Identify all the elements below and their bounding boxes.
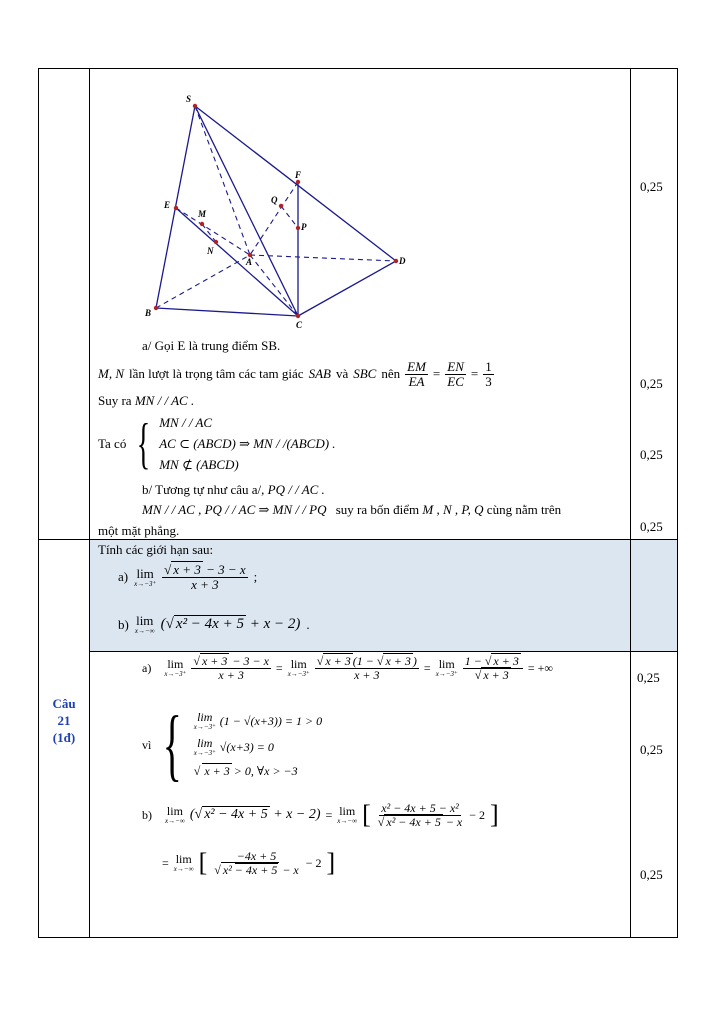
- sqrt-icon: [166, 616, 174, 632]
- sa-frac2: [315, 655, 419, 681]
- line5-end: cùng nằm trên: [486, 502, 562, 517]
- question-intro: Tính các giới hạn sau:: [98, 542, 214, 557]
- cond3: MN ⊄ (ABCD): [159, 457, 239, 472]
- c1-text: (1 − √(x+3)) = 1 > 0: [219, 713, 323, 728]
- lim-text: lim: [197, 710, 213, 724]
- lim-text: lim: [197, 736, 213, 750]
- sa-frac1-den: x + 3: [218, 667, 244, 682]
- brace-icon: {: [162, 701, 183, 789]
- fraction-em-ea: [405, 360, 428, 388]
- sa-lim2: [288, 658, 310, 678]
- point-M: [200, 222, 204, 226]
- line5-text: suy ra bốn điểm: [335, 502, 420, 517]
- label-M: M: [198, 209, 207, 219]
- edge-QP: [281, 206, 298, 228]
- sb-lim1: [165, 805, 185, 825]
- sab-label: SAB: [308, 366, 331, 382]
- cond-row-1: [194, 711, 322, 731]
- part-a-line2: M, N lần lượt là trọng tâm các tam giác SAB và SBC nên $\frac{EM}{EA}$ = $\frac{EN}{EC}$ = $\frac{1}{3}$: [98, 359, 492, 389]
- lim-sub: x→−∞: [165, 817, 185, 825]
- qb-rad: x² − 4x + 5: [175, 616, 244, 632]
- lim-sub: x→−∞: [337, 817, 358, 825]
- sa-rad4: x + 3: [493, 654, 519, 668]
- score-1: 0,25: [640, 179, 663, 194]
- sqrt-icon: [214, 863, 221, 877]
- sb-den-rest: − x: [442, 814, 463, 829]
- eq2: =: [423, 660, 431, 675]
- point-Q: [279, 204, 283, 208]
- score-5: 0,25: [637, 670, 660, 685]
- sb-rest: + x − 2: [269, 807, 316, 822]
- sb-rad3: x² − 4x + 5: [222, 862, 278, 877]
- label-P: P: [301, 222, 307, 232]
- label-A: A: [246, 257, 253, 267]
- point-S: [193, 104, 197, 108]
- fraction-en-ec: [445, 360, 466, 388]
- line4-pre: b/ Tương tự như câu a/,: [142, 482, 265, 497]
- table-border-col1: [89, 68, 90, 937]
- sbc-label: SBC: [353, 366, 377, 382]
- eq3: =: [325, 807, 333, 822]
- sa-minus: − 3 − x: [229, 654, 269, 668]
- qa-rest: − 3 − x: [202, 562, 246, 577]
- lim-sub: x→−3⁺: [287, 670, 310, 679]
- edge-BA: [156, 255, 253, 308]
- table-border-right: [677, 68, 678, 937]
- lim-sub: x→−3⁺: [193, 749, 216, 757]
- line2-and: và: [335, 366, 349, 382]
- sa-frac2-num: √ x + 3 (1 − √ x + 3 ): [315, 655, 419, 669]
- score-6: 0,25: [640, 742, 663, 757]
- line4-math: PQ / / AC .: [267, 482, 325, 497]
- score-4: 0,25: [640, 519, 663, 534]
- label-Q: Q: [271, 195, 278, 205]
- solution-b: b) lim x→−∞ (√ x² − 4x + 5 + x − 2) = lim x→−∞ [ x² − 4x + 5 − x² √ x² − 4x + 5 − x − 2 ]: [142, 800, 499, 830]
- lim-text: lim: [175, 852, 192, 866]
- label-E: E: [164, 200, 171, 210]
- sa-label: a): [142, 660, 152, 675]
- taco-label: Ta có: [98, 435, 127, 451]
- one: 1: [485, 359, 492, 374]
- point-F: [296, 180, 300, 184]
- edge-FA: [250, 182, 298, 255]
- sa-one-minus: 1 −: [356, 654, 377, 668]
- sb-frac2-den: [212, 864, 300, 877]
- solution-a-conditions: [142, 701, 323, 789]
- ea: EA: [408, 373, 425, 389]
- c3-text: > 0, ∀x > −3: [233, 763, 298, 778]
- part-a-line6: một mặt phẳng.: [98, 523, 180, 538]
- lim-text: lim: [290, 657, 307, 672]
- point-E: [174, 206, 178, 210]
- brace-icon: {: [137, 412, 151, 475]
- c2-text: √(x+3) = 0: [219, 739, 274, 754]
- solution-a: [142, 655, 553, 681]
- sb-minus2b: − 2: [305, 855, 322, 870]
- qa-den: x + 3: [191, 576, 219, 592]
- line5-math: MN / / AC , PQ / / AC ⇒ MN / / PQ: [142, 502, 327, 517]
- part-a-line3: [98, 393, 194, 409]
- eq4: =: [162, 855, 169, 870]
- qa-rad: x + 3: [173, 562, 201, 577]
- sa-result: = +∞: [527, 660, 553, 675]
- table-border-bottom: [38, 937, 678, 938]
- cau-points: (1đ): [52, 730, 76, 745]
- label-D: D: [399, 256, 406, 266]
- point-B: [154, 306, 158, 310]
- point-C: [296, 314, 300, 318]
- point-D: [394, 259, 398, 263]
- pyramid-diagram: [140, 90, 420, 335]
- line5-pts: M , N , P, Q: [422, 502, 484, 517]
- lim-sub: x→−∞: [134, 627, 155, 635]
- qa-num: [162, 563, 248, 578]
- cond1: MN / / AC: [159, 415, 213, 430]
- lim-sub: x→−3⁺: [134, 579, 157, 588]
- qb-lim: [135, 614, 155, 635]
- table-border-col2: [630, 68, 631, 937]
- cond2: AC ⊂ (ABCD) ⇒ MN / /(ABCD) .: [159, 436, 336, 451]
- cond-row-2: [194, 737, 322, 757]
- score-7: 0,25: [640, 867, 663, 882]
- line2-nen: nên: [381, 366, 401, 382]
- score-3: 0,25: [640, 447, 663, 462]
- sb-expr: (√ x² − 4x + 5 + x − 2): [190, 807, 321, 823]
- sb-label: b): [142, 807, 152, 822]
- qa-label: a): [118, 569, 129, 585]
- edge-BC: [156, 308, 298, 316]
- sa-frac3: [463, 655, 523, 681]
- en: EN: [447, 359, 464, 374]
- three: 3: [485, 373, 492, 389]
- solution-b-2: = lim x→−∞ [ −4x + 5 √ x² − 4x + 5 − x − 2 ]: [162, 848, 335, 878]
- mn-label: M, N: [98, 366, 124, 382]
- sa-frac3-den: [473, 669, 513, 682]
- sa-rad2: x + 3: [325, 654, 351, 668]
- sb-rad2: x² − 4x + 5: [386, 814, 441, 829]
- question-a: [118, 563, 257, 591]
- edge-SC: [195, 106, 298, 316]
- cau-text: Câu: [52, 696, 76, 711]
- sa-rad3: x + 3: [385, 654, 411, 668]
- sb-minus2: − 2: [469, 807, 486, 822]
- lim-sub: x→−∞: [173, 865, 194, 873]
- qb-end: .: [306, 616, 310, 632]
- sb-frac1-den: [376, 816, 464, 829]
- qb-rest: + x − 2: [245, 616, 296, 632]
- table-border-left: [38, 68, 39, 937]
- part-a-line4: [142, 482, 325, 498]
- em: EM: [407, 359, 426, 374]
- line3-math: MN / / AC .: [134, 393, 195, 408]
- sa-frac2-den: x + 3: [354, 667, 380, 682]
- lim-text: lim: [136, 565, 154, 581]
- part-a-line1: a/ Gọi E là trung điểm SB.: [142, 338, 281, 353]
- qa-fraction: [162, 563, 248, 591]
- eq1: =: [275, 660, 283, 675]
- qb-label: b): [118, 616, 129, 632]
- sb-den-rest2: − x: [279, 862, 299, 877]
- point-N: [214, 240, 218, 244]
- point-P: [296, 226, 300, 230]
- edge-SD: [195, 106, 396, 261]
- lim-text: lim: [167, 657, 184, 672]
- vi-label: vì: [142, 737, 152, 752]
- lim-text: lim: [136, 613, 154, 628]
- sa-rad5: x + 3: [483, 667, 509, 682]
- label-F: F: [295, 170, 302, 180]
- sb-frac1-num: x² − 4x + 5 − x²: [381, 800, 459, 815]
- sa-lim1: [164, 658, 186, 678]
- table-border-top: [38, 68, 678, 69]
- question-shade-score: [631, 540, 677, 651]
- qa-end: ;: [253, 569, 258, 585]
- c2-lim: [194, 737, 216, 757]
- edge-CD: [298, 261, 396, 316]
- sqrt-icon: [193, 654, 200, 668]
- edge-AC: [250, 255, 298, 316]
- qa-lim: [134, 567, 156, 588]
- sb-lim3: [174, 853, 194, 873]
- c3-rad: x + 3: [204, 764, 230, 778]
- lim-sub: x→−3⁺: [193, 723, 216, 731]
- sa-rad: x + 3: [201, 654, 228, 668]
- line2-mid: lần lượt là trọng tâm các tam giác: [129, 366, 304, 382]
- label-S: S: [186, 94, 192, 104]
- sb-rad: x² − 4x + 5: [204, 807, 268, 822]
- question-divider: [89, 651, 678, 652]
- ec: EC: [447, 373, 464, 389]
- sa-frac1: [191, 655, 271, 681]
- sb-frac2-num: −4x + 5: [236, 848, 277, 863]
- label-N: N: [207, 246, 214, 256]
- line3-pre: Suy ra: [98, 393, 132, 408]
- cond-row-3: [194, 763, 322, 779]
- question-b: [118, 614, 310, 635]
- lim-sub: x→−3⁺: [164, 670, 187, 679]
- label-C: C: [296, 320, 303, 330]
- edge-AD: [250, 255, 396, 261]
- sa-one-minus2: 1 −: [464, 654, 485, 668]
- cau-number: 21: [57, 713, 71, 728]
- label-B: B: [145, 308, 152, 318]
- sb-lim2: [337, 805, 357, 825]
- lim-text: lim: [339, 804, 356, 818]
- fraction-one-third: [483, 360, 494, 388]
- lim-sub: x→−3⁺: [435, 670, 458, 679]
- sb-frac2: [212, 850, 300, 876]
- sa-lim3: [436, 658, 458, 678]
- lim-text: lim: [438, 657, 455, 672]
- question-label: [40, 695, 88, 746]
- sb-frac1: [376, 802, 464, 828]
- c1-lim: [194, 711, 216, 731]
- sqrt-icon: [194, 764, 201, 779]
- qb-expr: (√ x² − 4x + 5 + x − 2): [161, 616, 301, 633]
- sa-frac1-num: [191, 655, 271, 669]
- lim-text: lim: [166, 804, 183, 818]
- part-a-line5: [142, 502, 561, 518]
- score-2: 0,25: [640, 376, 663, 391]
- taco-system: [98, 412, 336, 475]
